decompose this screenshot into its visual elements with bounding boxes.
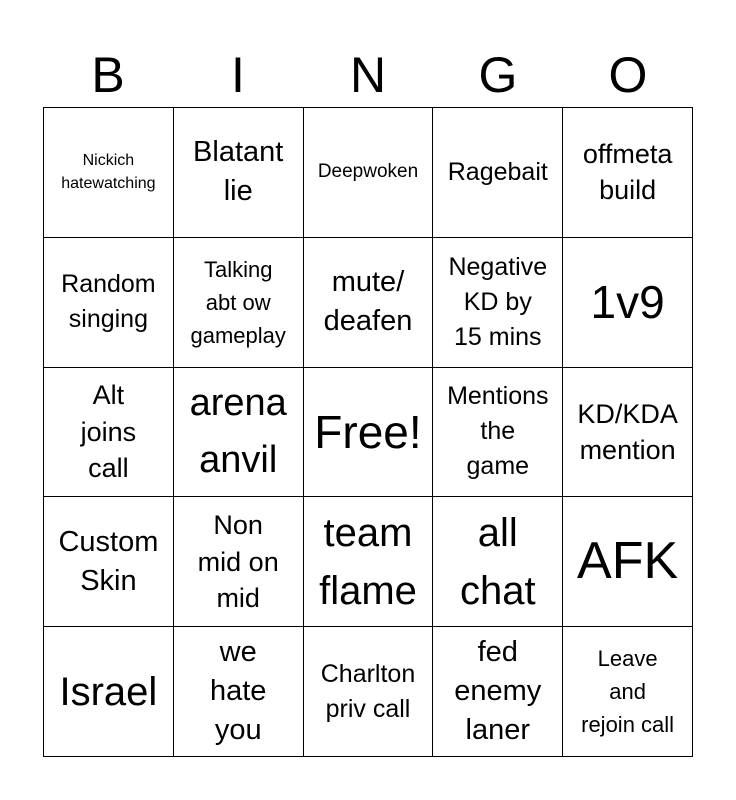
bingo-cell[interactable]: arena anvil bbox=[174, 368, 304, 498]
bingo-cell[interactable]: Talking abt ow gameplay bbox=[174, 238, 304, 368]
bingo-cell[interactable]: Negative KD by 15 mins bbox=[433, 238, 563, 368]
bingo-cell[interactable]: we hate you bbox=[174, 627, 304, 757]
bingo-cell[interactable]: 1v9 bbox=[563, 238, 693, 368]
bingo-cell[interactable]: KD/KDA mention bbox=[563, 368, 693, 498]
bingo-cell[interactable]: Ragebait bbox=[433, 108, 563, 238]
bingo-cell[interactable]: AFK bbox=[563, 497, 693, 627]
bingo-cell[interactable]: mute/ deafen bbox=[304, 238, 434, 368]
bingo-cell[interactable]: Blatant lie bbox=[174, 108, 304, 238]
bingo-cell[interactable]: Non mid on mid bbox=[174, 497, 304, 627]
header-letter-g: G bbox=[478, 47, 518, 103]
bingo-cell[interactable]: all chat bbox=[433, 497, 563, 627]
header-letter-o: O bbox=[608, 47, 648, 103]
bingo-cell[interactable]: Charlton priv call bbox=[304, 627, 434, 757]
bingo-cell[interactable]: Deepwoken bbox=[304, 108, 434, 238]
bingo-cell[interactable]: Mentions the game bbox=[433, 368, 563, 498]
free-space-cell[interactable]: Free! bbox=[304, 368, 434, 498]
bingo-cell[interactable]: team flame bbox=[304, 497, 434, 627]
bingo-cell[interactable]: fed enemy laner bbox=[433, 627, 563, 757]
header-letter-n: N bbox=[349, 47, 387, 103]
bingo-cell[interactable]: Custom Skin bbox=[44, 497, 174, 627]
bingo-cell[interactable]: Alt joins call bbox=[44, 368, 174, 498]
bingo-cell[interactable]: Israel bbox=[44, 627, 174, 757]
bingo-cell[interactable]: Leave and rejoin call bbox=[563, 627, 693, 757]
bingo-cell[interactable]: Random singing bbox=[44, 238, 174, 368]
header-letter-i: I bbox=[231, 47, 245, 103]
bingo-cell[interactable]: Nickich hatewatching bbox=[44, 108, 174, 238]
bingo-board bbox=[43, 107, 693, 757]
bingo-header bbox=[43, 44, 693, 106]
bingo-cell[interactable]: offmeta build bbox=[563, 108, 693, 238]
header-letter-b: B bbox=[91, 47, 125, 103]
